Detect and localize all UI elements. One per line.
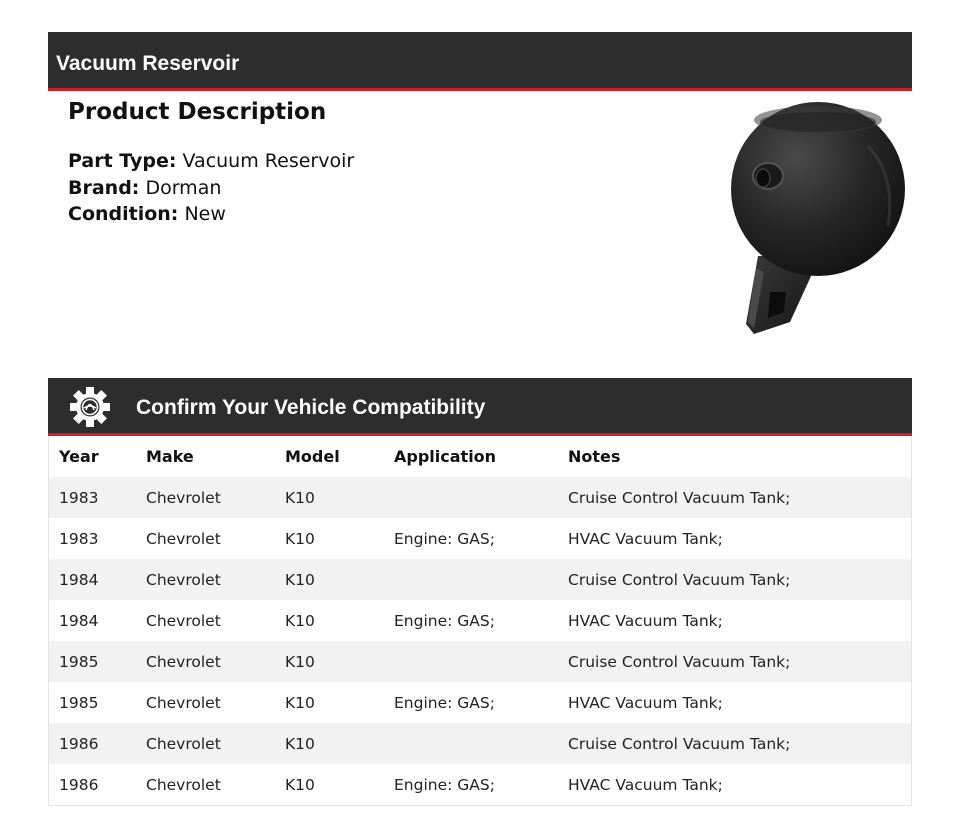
cell-year: 1983: [59, 529, 99, 548]
product-description: [68, 96, 354, 228]
spec-brand: [68, 175, 354, 202]
cell-make: Chevrolet: [146, 570, 221, 589]
spec-value: Dorman: [145, 176, 222, 199]
cell-model: K10: [285, 652, 315, 671]
cell-make: Chevrolet: [146, 488, 221, 507]
table-row: [49, 600, 912, 641]
spec-label: Part Type:: [68, 150, 177, 172]
product-image: [718, 96, 914, 340]
table-row: [49, 682, 912, 723]
spec-value: Vacuum Reservoir: [182, 150, 355, 172]
cell-notes: Cruise Control Vacuum Tank;: [568, 488, 791, 507]
column-header-make: Make: [146, 447, 194, 466]
cell-year: 1986: [59, 775, 99, 794]
cell-application: Engine: GAS;: [394, 693, 495, 712]
cell-make: Chevrolet: [146, 652, 221, 671]
table-header-row: [49, 436, 912, 477]
cell-application: [384, 477, 558, 518]
cell-notes: HVAC Vacuum Tank;: [568, 611, 723, 630]
cell-notes: Cruise Control Vacuum Tank;: [568, 652, 791, 671]
table-row: [49, 477, 912, 518]
cell-model: K10: [285, 775, 315, 794]
column-header-notes: Notes: [568, 447, 621, 466]
cell-year: 1986: [59, 734, 99, 753]
column-header-application: Application: [394, 447, 497, 466]
cell-application: Engine: GAS;: [394, 775, 495, 794]
description-heading: Product Description: [68, 99, 327, 125]
cell-make: Chevrolet: [146, 734, 221, 753]
cell-year: 1985: [59, 652, 99, 671]
spec-value: New: [184, 203, 226, 225]
cell-notes: Cruise Control Vacuum Tank;: [568, 570, 791, 589]
cell-application: [384, 723, 558, 764]
column-header-model: Model: [285, 447, 340, 466]
cell-model: K10: [285, 570, 315, 589]
cell-year: 1985: [59, 693, 99, 712]
cell-model: K10: [285, 529, 315, 548]
spec-list: [68, 148, 354, 228]
cell-application: [384, 641, 558, 682]
cell-model: K10: [285, 693, 315, 712]
spec-label: Brand:: [68, 176, 140, 199]
compatibility-title: Confirm Your Vehicle Compatibility: [136, 396, 486, 419]
compatibility-header: [48, 378, 912, 436]
cell-model: K10: [285, 734, 315, 753]
cell-model: K10: [285, 611, 315, 630]
spec-part-type: [68, 148, 354, 175]
spec-condition: [68, 201, 354, 228]
cell-notes: Cruise Control Vacuum Tank;: [568, 734, 791, 753]
cell-year: 1984: [59, 570, 99, 589]
cell-notes: HVAC Vacuum Tank;: [568, 693, 723, 712]
table-row: [49, 764, 912, 806]
compatibility-table: [48, 436, 912, 806]
table-row: [49, 518, 912, 559]
cell-make: Chevrolet: [146, 693, 221, 712]
table-row: [49, 559, 912, 600]
cell-make: Chevrolet: [146, 611, 221, 630]
gear-icon: [68, 385, 112, 429]
cell-year: 1983: [59, 488, 99, 507]
product-header: [48, 32, 912, 91]
cell-notes: HVAC Vacuum Tank;: [568, 529, 723, 548]
cell-model: K10: [285, 488, 315, 507]
cell-application: Engine: GAS;: [394, 611, 495, 630]
table-row: [49, 641, 912, 682]
cell-make: Chevrolet: [146, 775, 221, 794]
cell-application: [384, 559, 558, 600]
spec-label: Condition:: [68, 203, 179, 225]
cell-notes: HVAC Vacuum Tank;: [568, 775, 723, 794]
cell-year: 1984: [59, 611, 99, 630]
table-row: [49, 723, 912, 764]
cell-application: Engine: GAS;: [394, 529, 495, 548]
column-header-year: Year: [59, 447, 99, 466]
product-title: Vacuum Reservoir: [56, 52, 240, 75]
cell-make: Chevrolet: [146, 529, 221, 548]
